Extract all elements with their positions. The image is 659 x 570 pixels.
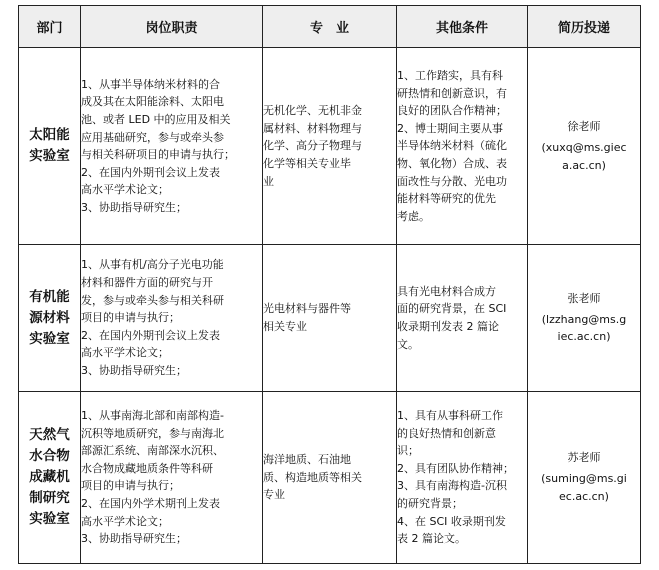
contact-name: 徐老师: [567, 120, 601, 134]
text-line: 相关专业: [263, 320, 307, 334]
contact-email[interactable]: (lzzhang@ms.g: [541, 312, 627, 326]
contact-cell: [528, 391, 641, 563]
text-line: 天然气: [29, 426, 70, 443]
department-cell: [19, 48, 81, 245]
text-line: 的研究背景；: [397, 496, 463, 510]
header-department: 部门: [19, 6, 81, 48]
header-major: 专 业: [263, 6, 397, 48]
major-cell: [263, 245, 397, 391]
text-line: 半导体纳米材料（硫化: [397, 139, 507, 153]
contact-name: 苏老师: [567, 451, 601, 465]
text-line: 3、具有南海构造-沉积: [397, 479, 507, 493]
contact-email[interactable]: a.ac.cn): [562, 158, 606, 172]
duties-cell: [81, 48, 263, 245]
text-line: 高水平学术论文；: [81, 514, 169, 528]
text-line: 的良好热情和创新意: [397, 426, 496, 440]
major-cell: [263, 391, 397, 563]
text-line: 3、协助指导研究生；: [81, 201, 187, 215]
text-line: 业: [263, 174, 274, 188]
text-line: 1、从事有机/高分子光电功能: [81, 258, 224, 272]
text-line: 2、在国内外学术期刊上发表: [81, 496, 220, 510]
contact-email[interactable]: iec.ac.cn): [557, 330, 611, 344]
text-line: 识；: [397, 444, 419, 458]
text-line: 1、从事南海北部和南部构造-: [81, 408, 224, 422]
text-line: 实验室: [29, 148, 70, 165]
text-line: 1、具有从事科研工作: [397, 408, 503, 422]
text-line: 材料和器件方面的研究与开: [81, 276, 213, 290]
text-line: 面的研究背景，在 SCI: [397, 302, 507, 316]
text-line: 良好的团队合作精神；: [397, 104, 507, 118]
text-line: 与相关科研项目的申请与执行；: [81, 148, 235, 162]
department-cell: [19, 391, 81, 563]
contact-cell: [528, 48, 641, 245]
text-line: 考虑。: [397, 209, 430, 223]
contact-name: 张老师: [567, 292, 601, 306]
text-line: 实验室: [29, 510, 70, 527]
text-line: 发，参与或牵头参与相关科研: [81, 293, 224, 307]
contact-email[interactable]: (suming@ms.gi: [541, 472, 627, 486]
table-row: [19, 245, 641, 391]
text-line: 面改性与分散、光电功: [397, 174, 507, 188]
text-line: 能材料等研究的优先: [397, 192, 496, 206]
text-line: 制研究: [29, 489, 70, 506]
text-line: 高水平学术论文；: [81, 183, 169, 197]
text-line: 研热情和创新意识，有: [397, 86, 507, 100]
recruitment-table: [18, 5, 641, 564]
text-line: 2、具有团队协作精神；: [397, 461, 514, 475]
text-line: 1、工作踏实，具有科: [397, 69, 503, 83]
text-line: 水合物成藏地质条件等科研: [81, 461, 213, 475]
header-conditions: 其他条件: [397, 6, 528, 48]
text-line: 池、或者 LED 中的应用及相关: [81, 113, 231, 127]
text-line: 4、在 SCI 收录期刊发: [397, 514, 506, 528]
text-line: 化学等相关专业毕: [263, 157, 351, 171]
text-line: 源材料: [29, 309, 70, 326]
text-line: 项目的申请与执行；: [81, 479, 180, 493]
text-line: 专业: [263, 488, 285, 502]
text-line: 太阳能: [29, 127, 70, 144]
text-line: 有机能: [29, 288, 70, 305]
text-line: 实验室: [29, 330, 70, 347]
text-line: 水合物: [29, 447, 70, 464]
conditions-cell: [397, 48, 528, 245]
major-cell: [263, 48, 397, 245]
text-line: 表 2 篇论文。: [397, 532, 466, 546]
department-cell: [19, 245, 81, 391]
duties-cell: [81, 391, 263, 563]
conditions-cell: [397, 391, 528, 563]
text-line: 光电材料与器件等: [263, 302, 351, 316]
text-line: 成及其在太阳能涂料、太阳电: [81, 95, 224, 109]
table-row: [19, 48, 641, 245]
header-resume: 简历投递: [528, 6, 641, 48]
text-line: 具有光电材料合成方: [397, 284, 496, 298]
text-line: 高水平学术论文；: [81, 346, 169, 360]
text-line: 3、协助指导研究生；: [81, 532, 187, 546]
text-line: 2、在国内外期刊会议上发表: [81, 165, 220, 179]
text-line: 属材料、材料物理与: [263, 121, 362, 135]
duties-cell: [81, 245, 263, 391]
text-line: 3、协助指导研究生；: [81, 364, 187, 378]
text-line: 1、从事半导体纳米材料的合: [81, 77, 220, 91]
text-line: 沉积等地质研究，参与南海北: [81, 426, 224, 440]
text-line: 2、在国内外期刊会议上发表: [81, 328, 220, 342]
text-line: 应用基础研究，参与或牵头参: [81, 130, 224, 144]
header-duties: 岗位职责: [81, 6, 263, 48]
text-line: 收录期刊发表 2 篇论: [397, 320, 499, 334]
text-line: 质、构造地质等相关: [263, 470, 362, 484]
text-line: 海洋地质、石油地: [263, 452, 351, 466]
text-line: 部源汇系统、南部深水沉积、: [81, 444, 224, 458]
conditions-cell: [397, 245, 528, 391]
contact-email[interactable]: (xuxq@ms.giec: [541, 140, 627, 154]
text-line: 无机化学、无机非金: [263, 104, 362, 118]
table-row: [19, 391, 641, 563]
text-line: 物、氧化物）合成、表: [397, 157, 507, 171]
text-line: 成藏机: [29, 468, 70, 485]
contact-cell: [528, 245, 641, 391]
text-line: 2、博士期间主要从事: [397, 121, 503, 135]
contact-email[interactable]: ec.ac.cn): [559, 489, 609, 503]
text-line: 项目的申请与执行；: [81, 311, 180, 325]
table-header-row: [19, 6, 641, 48]
text-line: 文。: [397, 337, 419, 351]
text-line: 化学、高分子物理与: [263, 139, 362, 153]
